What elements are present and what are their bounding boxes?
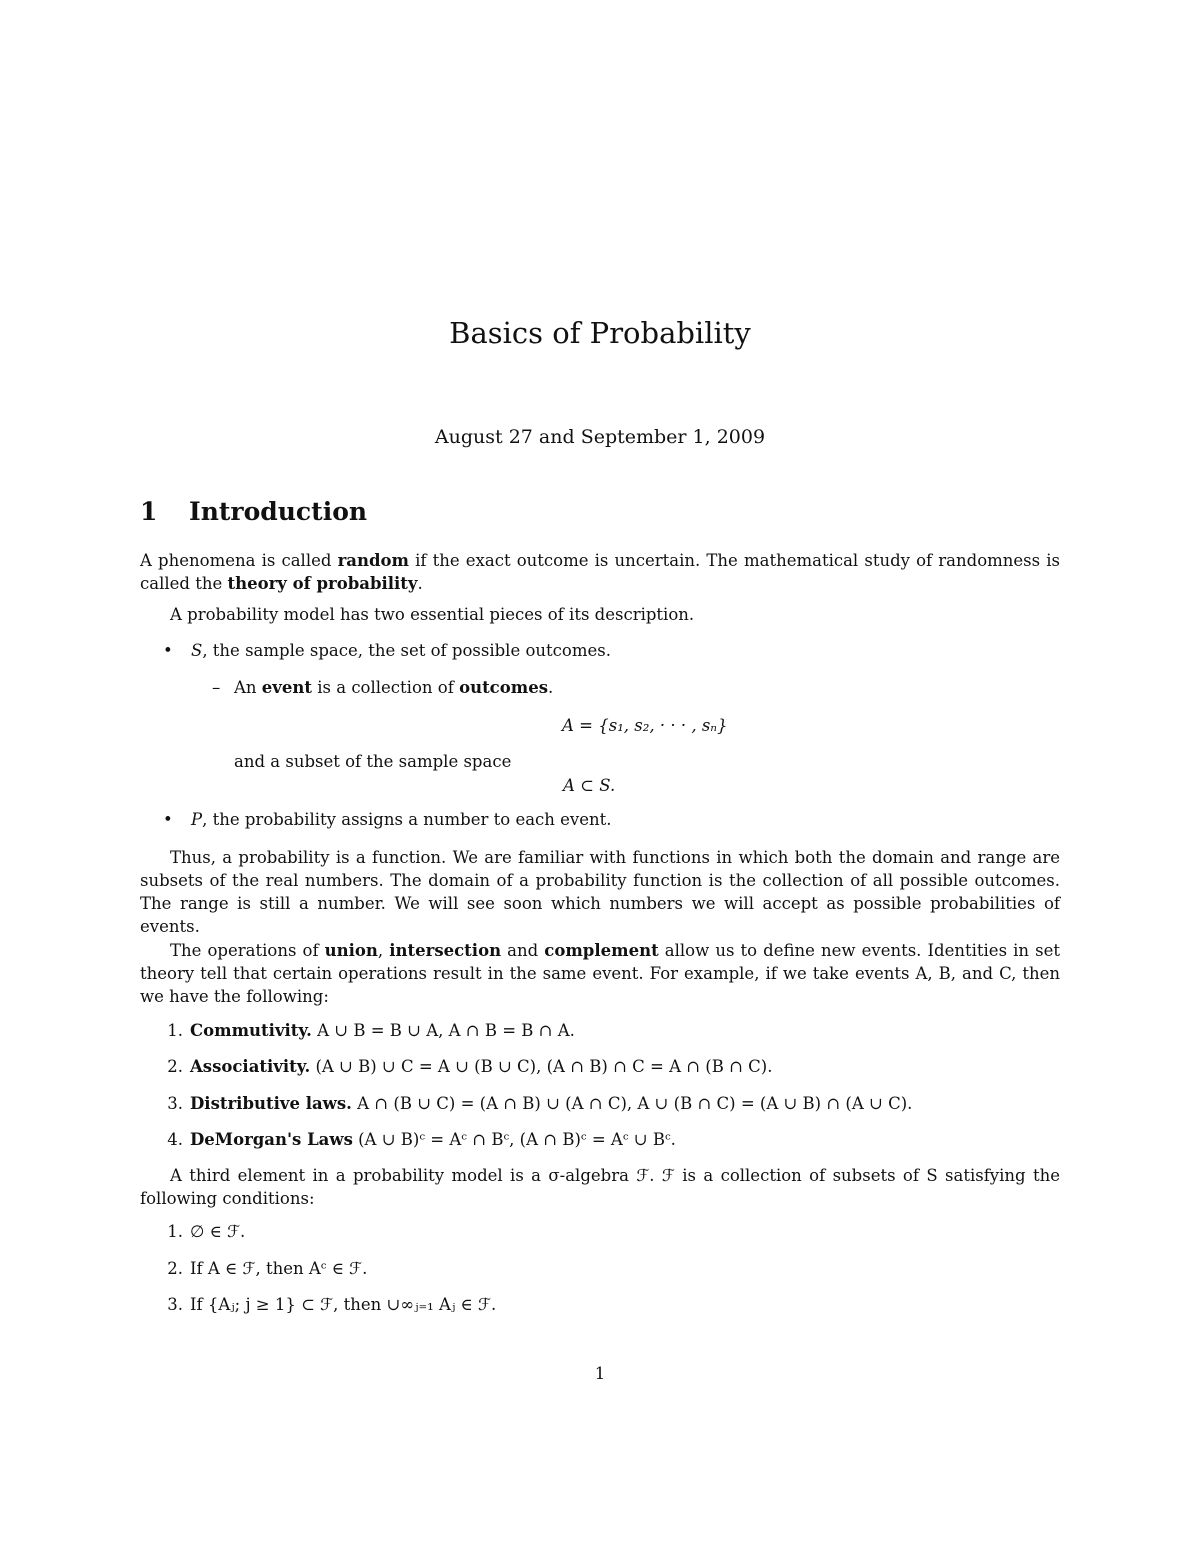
term-theory-of-probability: theory of probability xyxy=(227,574,418,593)
section-number: 1 xyxy=(140,497,158,526)
list-number: 4. xyxy=(167,1130,183,1149)
term-union: union xyxy=(324,941,378,960)
paragraph-function: Thus, a probability is a function. We are familiar with functions in which both the domain and range are subsets of the real numbers. The domain of a probability function is the collection of all possible outcomes. The range is still a number. We will see soon which numbers we will accept as possible probabilities of events. xyxy=(140,848,1060,936)
bullet-probability: P, the probability assigns a number to each event. xyxy=(191,810,612,829)
list-number: 3. xyxy=(167,1295,183,1314)
bullet-icon: • xyxy=(163,641,173,660)
term-intersection: intersection xyxy=(389,941,502,960)
list-number: 2. xyxy=(167,1259,183,1278)
paragraph-sigma-algebra: A third element in a probability model is a σ-algebra ℱ. ℱ is a collection of subsets of S satisfying the following conditions: xyxy=(140,1166,1060,1208)
document-title: Basics of Probability xyxy=(449,316,751,350)
list-number: 3. xyxy=(167,1094,183,1113)
equation-subset: A ⊂ S. xyxy=(563,776,616,795)
bullet-sample-space: S, the sample space, the set of possible outcomes. xyxy=(191,641,611,660)
equation-event-set: A = {s₁, s₂, · · · , sₙ} xyxy=(562,716,728,735)
document-date: August 27 and September 1, 2009 xyxy=(434,426,766,448)
term-random: random xyxy=(337,551,409,570)
dash-icon: – xyxy=(212,678,221,697)
list-number: 1. xyxy=(167,1021,183,1040)
condition-countable-union: If {Aⱼ; j ≥ 1} ⊂ ℱ, then ∪∞ⱼ₌₁ Aⱼ ∈ ℱ. xyxy=(190,1295,497,1314)
term-complement: complement xyxy=(544,941,659,960)
term-event: event xyxy=(261,678,312,697)
law-demorgan: DeMorgan's Laws (A ∪ B)ᶜ = Aᶜ ∩ Bᶜ, (A ∩ B)ᶜ = Aᶜ ∪ Bᶜ. xyxy=(190,1130,676,1149)
list-number: 1. xyxy=(167,1222,183,1241)
bullet-icon: • xyxy=(163,810,173,829)
law-associativity: Associativity. (A ∪ B) ∪ C = A ∪ (B ∪ C), (A ∩ B) ∩ C = A ∩ (B ∩ C). xyxy=(190,1057,773,1076)
page-number: 1 xyxy=(594,1364,606,1383)
term-outcomes: outcomes xyxy=(459,678,548,697)
section-title: Introduction xyxy=(189,497,368,526)
paragraph-model: A probability model has two essential pieces of its description. xyxy=(170,605,695,624)
condition-complement: If A ∈ ℱ, then Aᶜ ∈ ℱ. xyxy=(190,1259,368,1278)
condition-empty-set: ∅ ∈ ℱ. xyxy=(190,1222,246,1241)
paragraph-random: A phenomena is called random if the exact outcome is uncertain. The mathematical study of randomness is called the theory of probability. xyxy=(140,551,1060,593)
law-distributive: Distributive laws. A ∩ (B ∪ C) = (A ∩ B) ∪ (A ∩ C), A ∪ (B ∩ C) = (A ∪ B) ∩ (A ∪ C). xyxy=(190,1094,913,1113)
dash-event: An event is a collection of outcomes. xyxy=(234,678,554,697)
text-subset: and a subset of the sample space xyxy=(234,752,512,771)
paragraph-operations: The operations of union, intersection and complement allow us to define new events. Identities in set theory tell that certain operations result in the same event. For example, if we take events A, B, and C, then we have the following: xyxy=(140,941,1060,1006)
list-number: 2. xyxy=(167,1057,183,1076)
law-commutivity: Commutivity. A ∪ B = B ∪ A, A ∩ B = B ∩ A. xyxy=(190,1021,575,1040)
